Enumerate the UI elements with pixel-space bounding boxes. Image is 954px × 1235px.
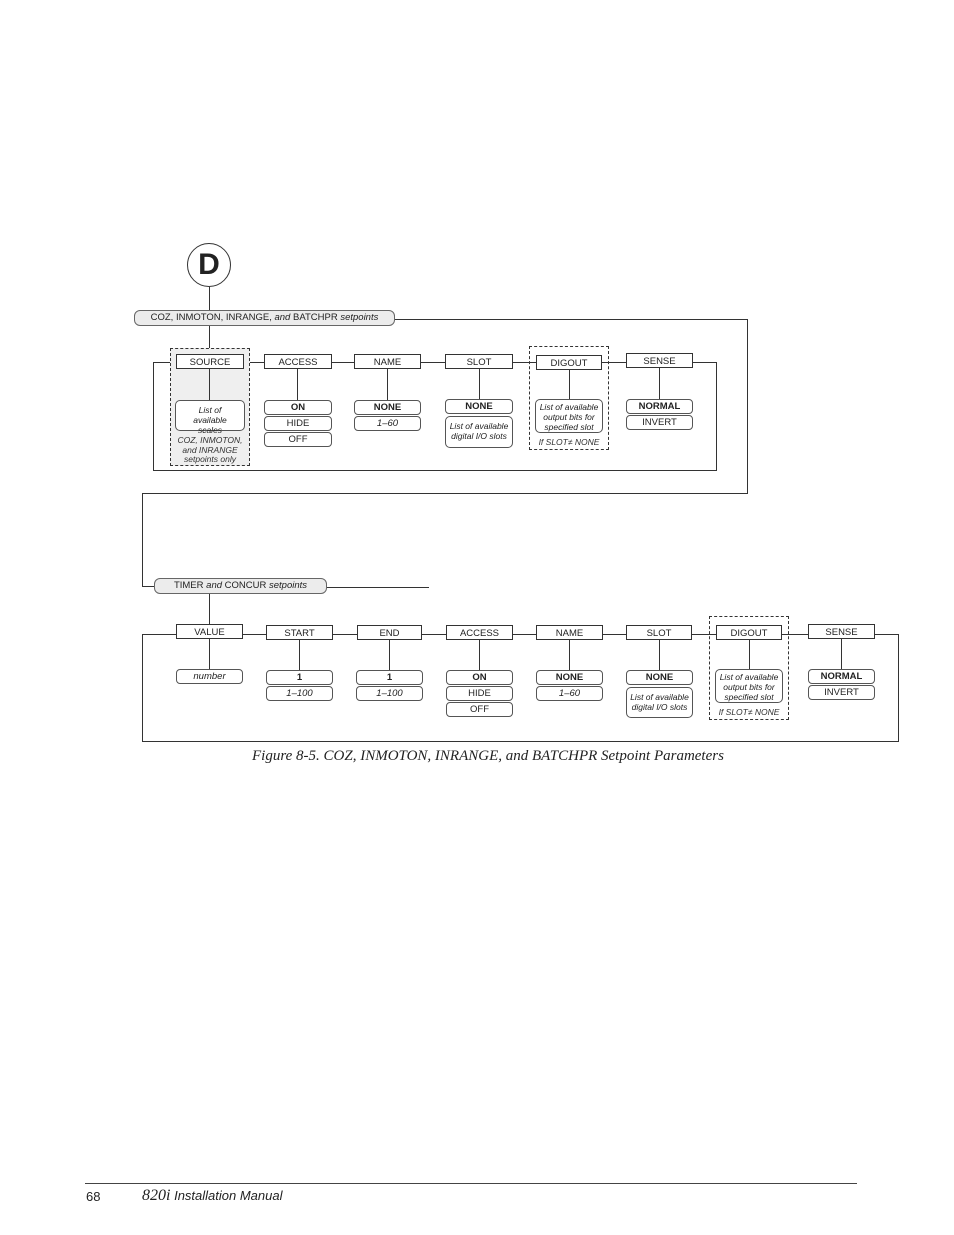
lower-frame-top-4	[513, 634, 536, 635]
lower-name-header: NAME	[536, 625, 603, 640]
lower-access-option-hide: HIDE	[446, 686, 513, 701]
lower-access-option-off: OFF	[446, 702, 513, 717]
footer-title	[142, 1187, 282, 1205]
upper-frame-top-2	[332, 362, 354, 363]
lower-slot-header: SLOT	[626, 625, 692, 640]
lower-sense-option-normal: NORMAL	[808, 669, 875, 684]
lower-digout-condition: If SLOT≠ NONE	[718, 707, 780, 717]
lower-name-line	[569, 640, 570, 670]
connector-d	[187, 243, 231, 287]
lower-access-option-on: ON	[446, 670, 513, 685]
name-option-range: 1–60	[354, 416, 421, 431]
lower-banner: TIMER and CONCUR setpoints	[154, 578, 327, 594]
digout-condition: If SLOT≠ NONE	[538, 437, 600, 447]
name-option-none: NONE	[354, 400, 421, 415]
lower-digout-header: DIGOUT	[716, 625, 782, 640]
sense-option-invert: INVERT	[626, 415, 693, 430]
lower-slot-line	[659, 640, 660, 670]
access-option-hide: HIDE	[264, 416, 332, 431]
connector-line	[209, 287, 210, 310]
footer-rule	[85, 1183, 857, 1184]
footer-page-number: 68	[86, 1189, 101, 1204]
name-line	[387, 369, 388, 400]
sense-line	[659, 368, 660, 399]
upper-right-line	[747, 319, 748, 494]
upper-banner-line	[395, 319, 748, 320]
upper-frame-top-3	[421, 362, 445, 363]
end-header: END	[357, 625, 422, 640]
start-header: START	[266, 625, 333, 640]
lower-frame-top-left	[142, 634, 176, 635]
digout-line	[569, 370, 570, 399]
access-option-off: OFF	[264, 432, 332, 447]
source-note: List of available scales	[175, 400, 245, 431]
lower-banner-line	[327, 587, 429, 588]
lower-name-option-none: NONE	[536, 670, 603, 685]
digout-note: List of available output bits for specified slot	[535, 399, 603, 433]
access-option-on: ON	[264, 400, 332, 415]
start-option-range: 1–100	[266, 686, 333, 701]
lower-sense-line	[841, 639, 842, 669]
lower-sense-option-invert: INVERT	[808, 685, 875, 700]
footer-manual-title: Installation Manual	[174, 1188, 283, 1203]
lower-frame-top-right	[875, 634, 899, 635]
slot-line	[479, 369, 480, 399]
connector-letter: D	[198, 248, 220, 281]
upper-banner: COZ, INMOTON, INRANGE, and BATCHPR setpoints	[134, 310, 395, 326]
sense-header: SENSE	[626, 353, 693, 368]
access-header: ACCESS	[264, 354, 332, 369]
access-line	[297, 369, 298, 400]
slot-option-none: NONE	[445, 399, 513, 414]
lower-frame-top-3	[422, 634, 446, 635]
lower-frame-top-2	[333, 634, 357, 635]
lower-slot-note: List of available digital I/O slots	[626, 687, 693, 718]
start-line	[299, 640, 300, 670]
footer-model: 820i	[142, 1187, 171, 1204]
source-line	[209, 369, 210, 401]
lower-frame-top-5	[603, 634, 626, 635]
source-header: SOURCE	[176, 354, 244, 369]
end-option-default: 1	[356, 670, 423, 685]
upper-frame-top-right	[693, 362, 717, 363]
lower-frame-top-1	[243, 634, 266, 635]
digout-header: DIGOUT	[536, 355, 602, 370]
lower-access-line	[479, 640, 480, 670]
lower-sense-header: SENSE	[808, 624, 875, 639]
value-line	[209, 639, 210, 669]
upper-down-line	[142, 493, 143, 586]
value-header: VALUE	[176, 624, 243, 639]
lower-digout-note: List of available output bits for specified slot	[715, 669, 783, 703]
slot-note: List of available digital I/O slots	[445, 416, 513, 448]
end-option-range: 1–100	[356, 686, 423, 701]
value-option-number: number	[176, 669, 243, 684]
name-header: NAME	[354, 354, 421, 369]
sense-option-normal: NORMAL	[626, 399, 693, 414]
lower-name-option-range: 1–60	[536, 686, 603, 701]
lower-banner-to-value-line	[209, 594, 210, 624]
start-option-default: 1	[266, 670, 333, 685]
lower-entry-line	[142, 586, 154, 587]
upper-return-line	[142, 493, 748, 494]
lower-slot-option-none: NONE	[626, 670, 693, 685]
slot-header: SLOT	[445, 354, 513, 369]
end-line	[389, 640, 390, 670]
figure-caption: Figure 8-5. COZ, INMOTON, INRANGE, and BATCHPR Setpoint Parameters	[252, 748, 724, 764]
lower-access-header: ACCESS	[446, 625, 513, 640]
lower-digout-line	[749, 640, 750, 669]
source-condition: COZ, INMOTON, and INRANGE setpoints only	[177, 435, 243, 464]
